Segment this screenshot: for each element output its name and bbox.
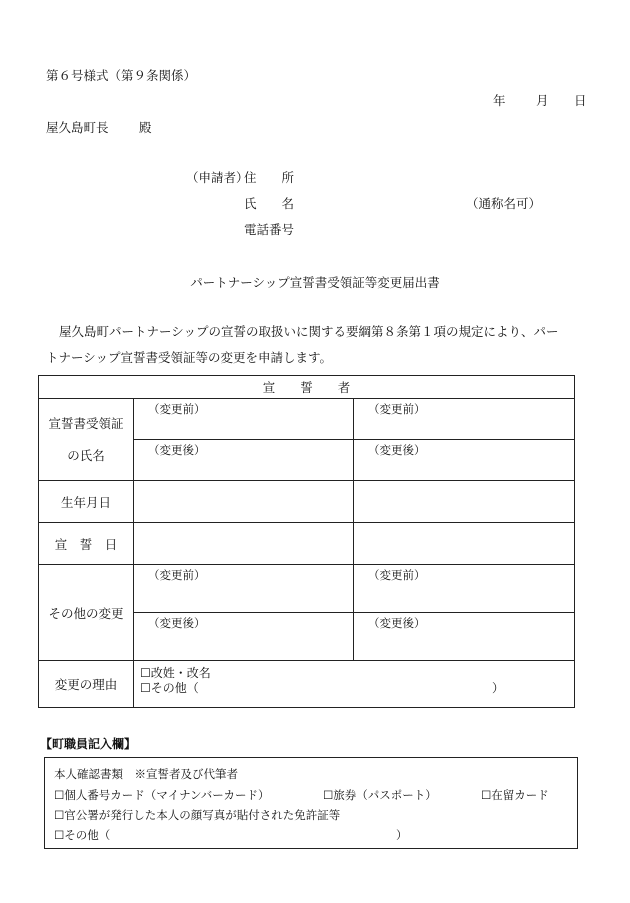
body-text-line-1: 屋久島町パートナーシップの宣誓の取扱いに関する要綱第８条第１項の規定により、パー xyxy=(59,324,559,339)
other-after-cell-2[interactable] xyxy=(354,613,575,661)
applicant-alias-note: （通称名可） xyxy=(466,196,542,211)
table-header xyxy=(39,376,575,399)
staff-entry-box xyxy=(44,757,578,849)
name-after-cell-1[interactable] xyxy=(134,440,354,481)
applicant-address-label: 住 所 xyxy=(244,170,295,185)
other-after-cell-1[interactable] xyxy=(134,613,354,661)
document-title: パートナーシップ宣誓書受領証等変更届出書 xyxy=(190,275,440,290)
reason-other-close: ） xyxy=(492,681,505,695)
date-month-label: 月 xyxy=(536,93,549,108)
name-after-cell-2[interactable] xyxy=(354,440,575,481)
oath-date-cell-1[interactable] xyxy=(134,523,354,565)
body-text-line-2: トナーシップ宣誓書受領証等の変更を申請します。 xyxy=(46,350,333,365)
other-before-cell-2[interactable] xyxy=(354,565,575,613)
applicant-name-label: 氏 名 xyxy=(244,196,295,211)
declarant-table xyxy=(38,375,575,708)
reason-label xyxy=(39,661,134,708)
after-label: （変更後） xyxy=(148,616,206,630)
staff-section-heading: 【町職員記入欄】 xyxy=(40,737,137,751)
oath-date-cell-2[interactable] xyxy=(354,523,575,565)
option-residence-card[interactable]: ☐在留カード xyxy=(481,788,549,802)
reason-option-other[interactable]: ☐その他（ xyxy=(140,681,199,695)
reason-cell xyxy=(134,661,575,708)
birthdate-label xyxy=(39,481,134,523)
addressee-name: 屋久島町長 xyxy=(46,120,109,135)
option-mynumber-card[interactable]: ☐個人番号カード（マイナンバーカード） xyxy=(54,788,270,802)
before-label: （変更前） xyxy=(148,402,206,416)
oath-date-label xyxy=(39,523,134,565)
name-row-label xyxy=(39,399,134,481)
before-label: （変更前） xyxy=(368,402,426,416)
name-row-label-line-2: の氏名 xyxy=(67,447,105,463)
option-other[interactable]: ☐その他（ xyxy=(54,828,111,842)
other-before-cell-1[interactable] xyxy=(134,565,354,613)
birthdate-cell-2[interactable] xyxy=(354,481,575,523)
addressee-honorific: 殿 xyxy=(139,120,152,135)
date-year-label: 年 xyxy=(493,93,506,108)
name-before-cell-1[interactable] xyxy=(134,399,354,440)
option-photo-license[interactable]: ☐官公署が発行した本人の顔写真が貼付された免許証等 xyxy=(54,808,341,822)
oath-date-label-text: 宣 誓 日 xyxy=(54,536,118,552)
after-label: （変更後） xyxy=(368,443,426,457)
reason-label-text: 変更の理由 xyxy=(54,677,118,692)
birthdate-cell-1[interactable] xyxy=(134,481,354,523)
before-label: （変更前） xyxy=(368,568,426,582)
name-row-label-line-1: 宣誓書受領証 xyxy=(48,415,124,431)
option-other-close: ） xyxy=(396,828,408,842)
reason-option-rename[interactable]: ☐改姓・改名 xyxy=(140,666,211,680)
other-change-label-text: その他の変更 xyxy=(48,605,124,621)
table-header-text: 宣 誓 者 xyxy=(262,380,351,395)
name-before-cell-2[interactable] xyxy=(354,399,575,440)
after-label: （変更後） xyxy=(368,616,426,630)
applicant-prefix: （申請者） xyxy=(186,170,249,185)
form-number: 第６号様式（第９条関係） xyxy=(46,68,197,83)
after-label: （変更後） xyxy=(148,443,206,457)
before-label: （変更前） xyxy=(148,568,206,582)
date-day-label: 日 xyxy=(574,93,587,108)
applicant-phone-label: 電話番号 xyxy=(244,222,295,237)
birthdate-label-text: 生年月日 xyxy=(60,494,111,510)
option-passport[interactable]: ☐旅券（パスポート） xyxy=(323,788,437,802)
id-doc-title: 本人確認書類 ※宣誓者及び代筆者 xyxy=(54,767,238,781)
other-change-label xyxy=(39,565,134,661)
